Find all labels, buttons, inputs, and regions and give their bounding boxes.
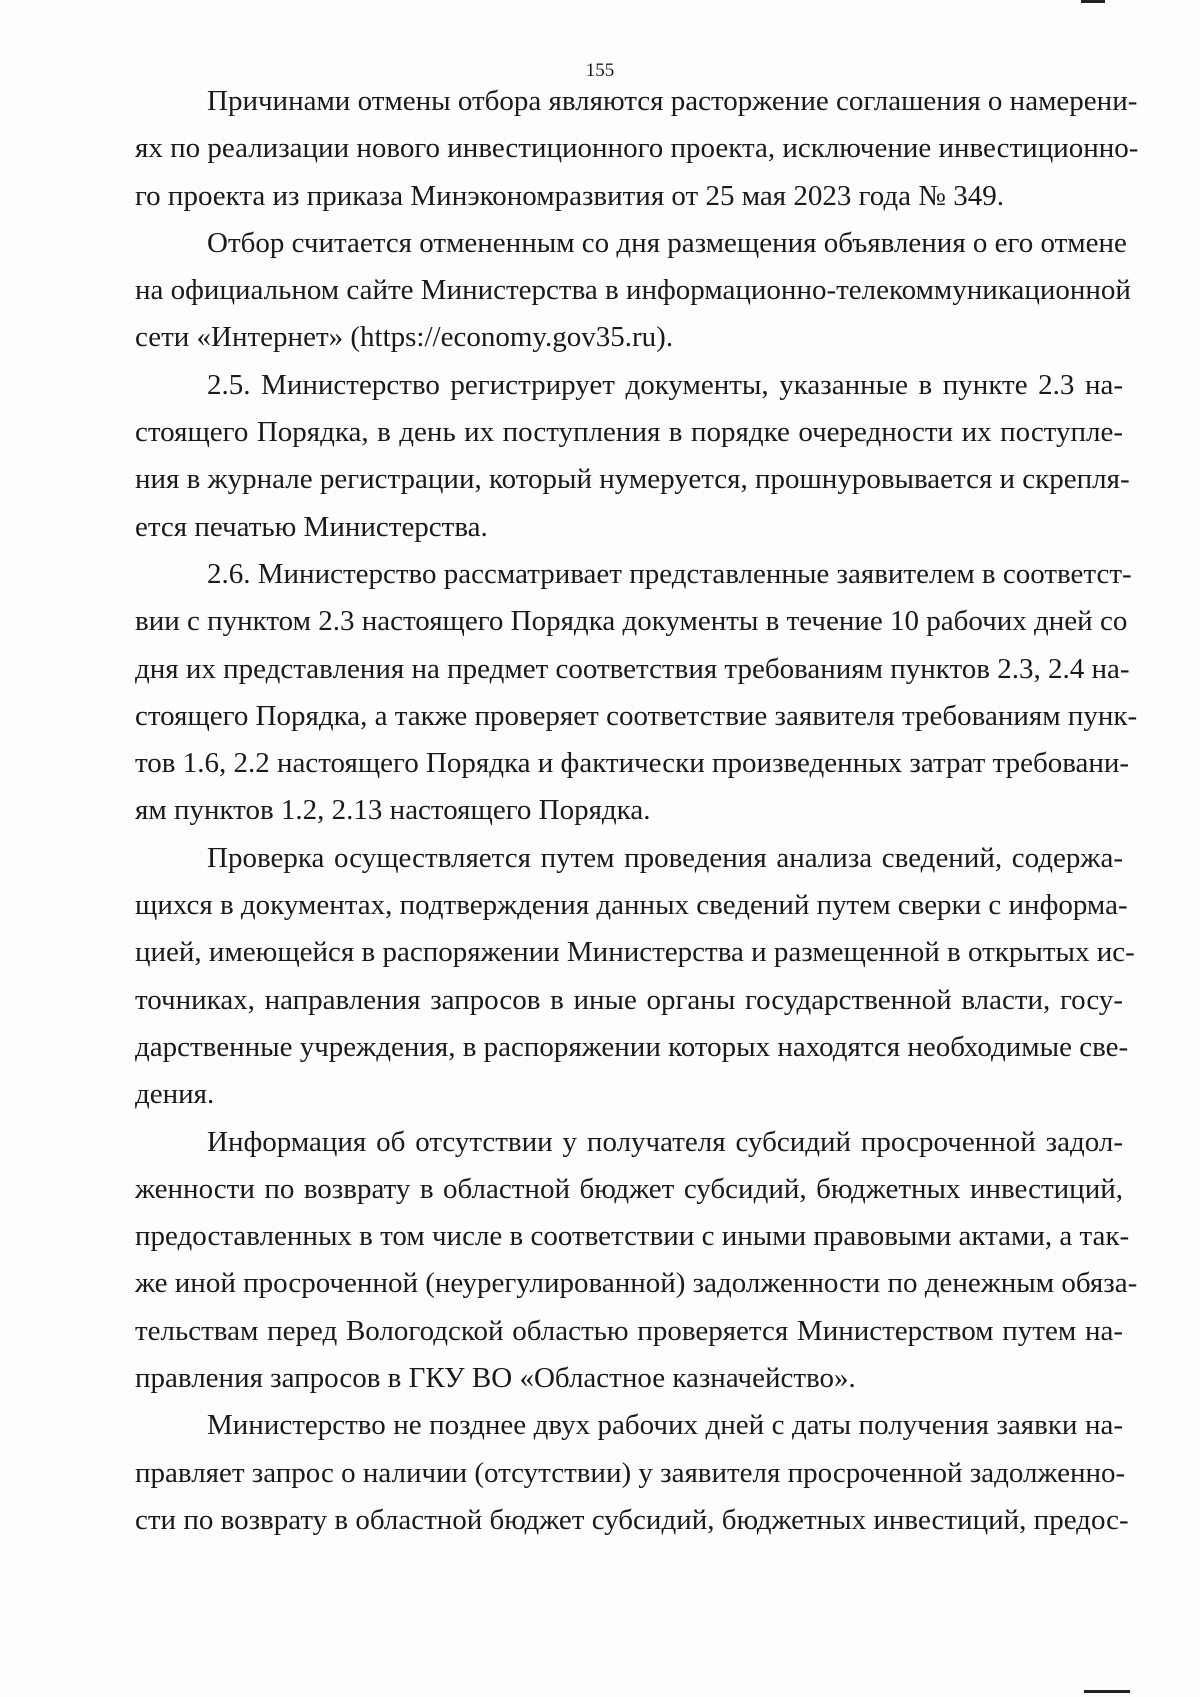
text-line: вии с пунктом 2.3 настоящего Порядка документы в течение 10 рабочих дней со xyxy=(135,605,1128,638)
text-line: же иной просроченной (неурегулированной) задолженности по денежным обяза- xyxy=(135,1267,1138,1300)
text-line: Отбор считается отмененным со дня размещения объявления о его отмене xyxy=(207,226,1127,259)
paragraph-request-deadline xyxy=(135,1402,1129,1544)
paragraph-cancellation-reasons xyxy=(135,78,1139,220)
text-line: правляет запрос о наличии (отсутствии) у заявителя просроченной задолженно- xyxy=(135,1456,1126,1489)
text-line: ям пунктов 1.2, 2.13 настоящего Порядка. xyxy=(135,794,651,827)
page-number: 155 xyxy=(585,60,615,81)
text-line: Информация об отсутствии у получателя субсидий просроченной задол- xyxy=(207,1125,1123,1158)
text-line: правления запросов в ГКУ ВО «Областное казначейство». xyxy=(135,1362,856,1395)
text-line: ях по реализации нового инвестиционного проекта, исключение инвестиционно- xyxy=(135,132,1139,165)
text-line: го проекта из приказа Минэкономразвития от 25 мая 2023 года № 349. xyxy=(135,179,1004,212)
text-line: точниках, направления запросов в иные органы государственной власти, госу- xyxy=(135,983,1123,1016)
paragraph-cancellation-effective xyxy=(135,220,1131,362)
text-line: цией, имеющейся в распоряжении Министерства и размещенной в открытых ис- xyxy=(135,936,1135,969)
paragraph-clause-2-5 xyxy=(135,362,1130,551)
text-line: дарственные учреждения, в распоряжении которых находятся необходимые све- xyxy=(135,1030,1129,1063)
text-line: ния в журнале регистрации, который нумеруется, прошнуровывается и скрепля- xyxy=(135,463,1130,496)
text-line: женности по возврату в областной бюджет субсидий, бюджетных инвестиций, xyxy=(135,1172,1123,1205)
text-line: дения. xyxy=(135,1078,215,1111)
text-line: тов 1.6, 2.2 настоящего Порядка и фактически произведенных затрат требовани- xyxy=(135,747,1130,780)
text-line: ется печатью Министерства. xyxy=(135,510,488,543)
scan-artifact-bottom xyxy=(1084,1690,1130,1693)
paragraph-verification xyxy=(135,835,1135,1119)
text-line: на официальном сайте Министерства в информационно-телекоммуникационной xyxy=(135,274,1131,307)
text-line: стоящего Порядка, в день их поступления в порядке очередности их поступле- xyxy=(135,416,1123,449)
text-line: стоящего Порядка, а также проверяет соответствие заявителя требованиям пунк- xyxy=(135,699,1138,732)
paragraph-clause-2-6 xyxy=(135,551,1138,835)
text-line: сти по возврату в областной бюджет субсидий, бюджетных инвестиций, предос- xyxy=(135,1503,1129,1536)
text-line: предоставленных в том числе в соответствии с иными правовыми актами, а так- xyxy=(135,1220,1130,1253)
text-line: сети «Интернет» (https://economy.gov35.ru). xyxy=(135,321,674,354)
document-body xyxy=(135,78,1139,1544)
text-line: тельствам перед Вологодской областью проверяется Министерством путем на- xyxy=(135,1314,1123,1347)
text-line: Проверка осуществляется путем проведения анализа сведений, содержа- xyxy=(207,841,1123,874)
text-line: щихся в документах, подтверждения данных сведений путем сверки с информа- xyxy=(135,889,1128,922)
text-line: Причинами отмены отбора являются расторжение соглашения о намерени- xyxy=(207,85,1138,117)
text-line: 2.5. Министерство регистрирует документы, указанные в пункте 2.3 на- xyxy=(207,368,1123,401)
text-line: дня их представления на предмет соответствия требованиям пунктов 2.3, 2.4 на- xyxy=(135,652,1130,685)
text-line: Министерство не позднее двух рабочих дней с даты получения заявки на- xyxy=(207,1409,1123,1442)
text-line: 2.6. Министерство рассматривает представленные заявителем в соответст- xyxy=(207,557,1132,590)
scan-artifact-top xyxy=(1081,0,1105,3)
paragraph-debt-information xyxy=(135,1119,1138,1403)
